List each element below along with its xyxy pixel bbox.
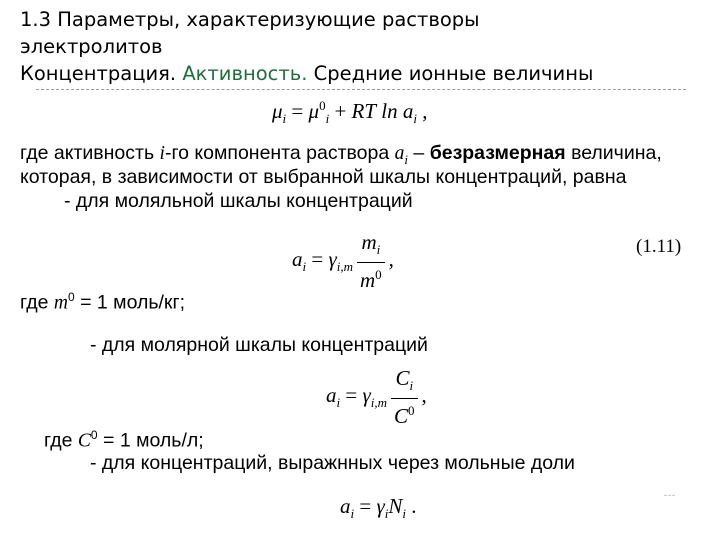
molar-standard-note: где $C^0 = 1$ моль/л; (44, 428, 204, 452)
mole-fraction-label: - для концентраций, выражнных через мольные доли (90, 452, 575, 474)
title-line-2: электролитов (20, 35, 163, 58)
molar-fraction: $\frac{C_i}{C^0}$ (391, 366, 418, 428)
title-divider (36, 89, 686, 90)
dimensionless-term: безразмерная (429, 142, 566, 164)
molal-scale-label: - для моляльной шкалы концентраций (64, 190, 413, 212)
slide-title (20, 6, 700, 87)
molar-scale-label: - для молярной шкалы концентраций (90, 334, 428, 356)
mole-fraction-equation: $a_i = \gamma_iN_i$ . (340, 494, 417, 522)
title-mean-ionic: Средние ионные величины (313, 62, 594, 85)
molal-activity-equation: $a_i = \gamma_{i,m}$ $\frac{m_i}{m^0}$ , (292, 230, 394, 293)
molal-fraction: $\frac{m_i}{m^0}$ (357, 230, 385, 292)
title-line-3 (20, 60, 700, 87)
page-marker: --- (664, 490, 676, 500)
activity-definition-line-1: где активность i-го компонента раствора $a_i$ – безразмерная величина, (20, 142, 662, 167)
molar-activity-equation: $a_i = \gamma_{i,m}$ $\frac{C_i}{C^0}$ , (326, 366, 427, 429)
title-line-1: 1.3 Параметры, характеризующие растворы (20, 8, 480, 31)
title-concentration: Концентрация. (20, 62, 177, 85)
chemical-potential-equation: $\mu_i = \mu^0_i$ + RT $\ln a_i$ , (272, 98, 428, 127)
title-activity: Активность. (182, 62, 308, 85)
activity-definition-line-2: которая, в зависимости от выбранной шкалы концентраций, равна (20, 166, 627, 188)
equation-number: (1.11) (636, 236, 682, 257)
molal-standard-note: где $m^0 = 1$ моль/кг; (20, 290, 185, 314)
